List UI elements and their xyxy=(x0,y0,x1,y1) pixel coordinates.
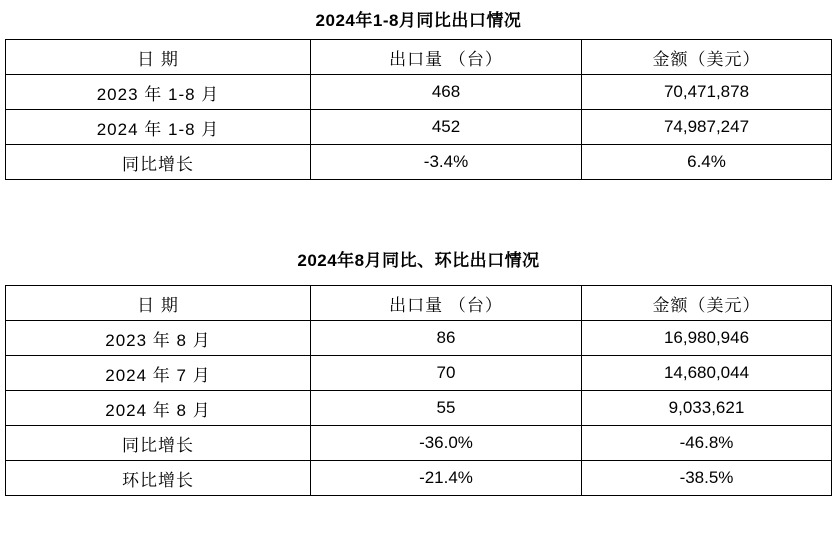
export-table-august xyxy=(5,285,832,496)
cell-quantity: 70 xyxy=(311,356,582,391)
cell-amount: 6.4% xyxy=(582,145,832,180)
table-1-title: 2024年1-8月同比出口情况 xyxy=(315,11,522,30)
export-table-jan-aug xyxy=(5,39,832,180)
table-row xyxy=(6,391,832,426)
cell-period: 同比增长 xyxy=(6,145,311,180)
cell-period: 2024 年 7 月 xyxy=(6,356,311,391)
column-header-amount: 金额（美元） xyxy=(582,40,832,75)
cell-amount: -46.8% xyxy=(582,426,832,461)
table-row xyxy=(6,321,832,356)
cell-period: 2023 年 1-8 月 xyxy=(6,75,311,110)
column-header-quantity: 出口量 （台） xyxy=(311,286,582,321)
cell-amount: 14,680,044 xyxy=(582,356,832,391)
column-header-quantity: 出口量 （台） xyxy=(311,40,582,75)
table-row xyxy=(6,356,832,391)
document-page xyxy=(0,6,837,555)
cell-amount: -38.5% xyxy=(582,461,832,496)
table-header-row xyxy=(6,40,832,75)
cell-period: 2024 年 1-8 月 xyxy=(6,110,311,145)
cell-quantity: 55 xyxy=(311,391,582,426)
cell-amount: 16,980,946 xyxy=(582,321,832,356)
cell-period: 2024 年 8 月 xyxy=(6,391,311,426)
table-row xyxy=(6,461,832,496)
cell-quantity: -21.4% xyxy=(311,461,582,496)
cell-quantity: -36.0% xyxy=(311,426,582,461)
cell-amount: 70,471,878 xyxy=(582,75,832,110)
cell-period: 2023 年 8 月 xyxy=(6,321,311,356)
table-row xyxy=(6,426,832,461)
column-header-date: 日 期 xyxy=(6,286,311,321)
table-row xyxy=(6,145,832,180)
column-header-date: 日 期 xyxy=(6,40,311,75)
cell-quantity: -3.4% xyxy=(311,145,582,180)
table-header-row xyxy=(6,286,832,321)
section-spacer xyxy=(0,180,837,246)
cell-quantity: 452 xyxy=(311,110,582,145)
cell-period: 环比增长 xyxy=(6,461,311,496)
cell-amount: 9,033,621 xyxy=(582,391,832,426)
table-row xyxy=(6,110,832,145)
spacer-above-table-2 xyxy=(0,271,837,285)
cell-quantity: 468 xyxy=(311,75,582,110)
table-row xyxy=(6,75,832,110)
spacer-above-table-1 xyxy=(0,31,837,39)
cell-amount: 74,987,247 xyxy=(582,110,832,145)
table-2-title: 2024年8月同比、环比出口情况 xyxy=(297,251,540,270)
cell-quantity: 86 xyxy=(311,321,582,356)
cell-period: 同比增长 xyxy=(6,426,311,461)
column-header-amount: 金额（美元） xyxy=(582,286,832,321)
